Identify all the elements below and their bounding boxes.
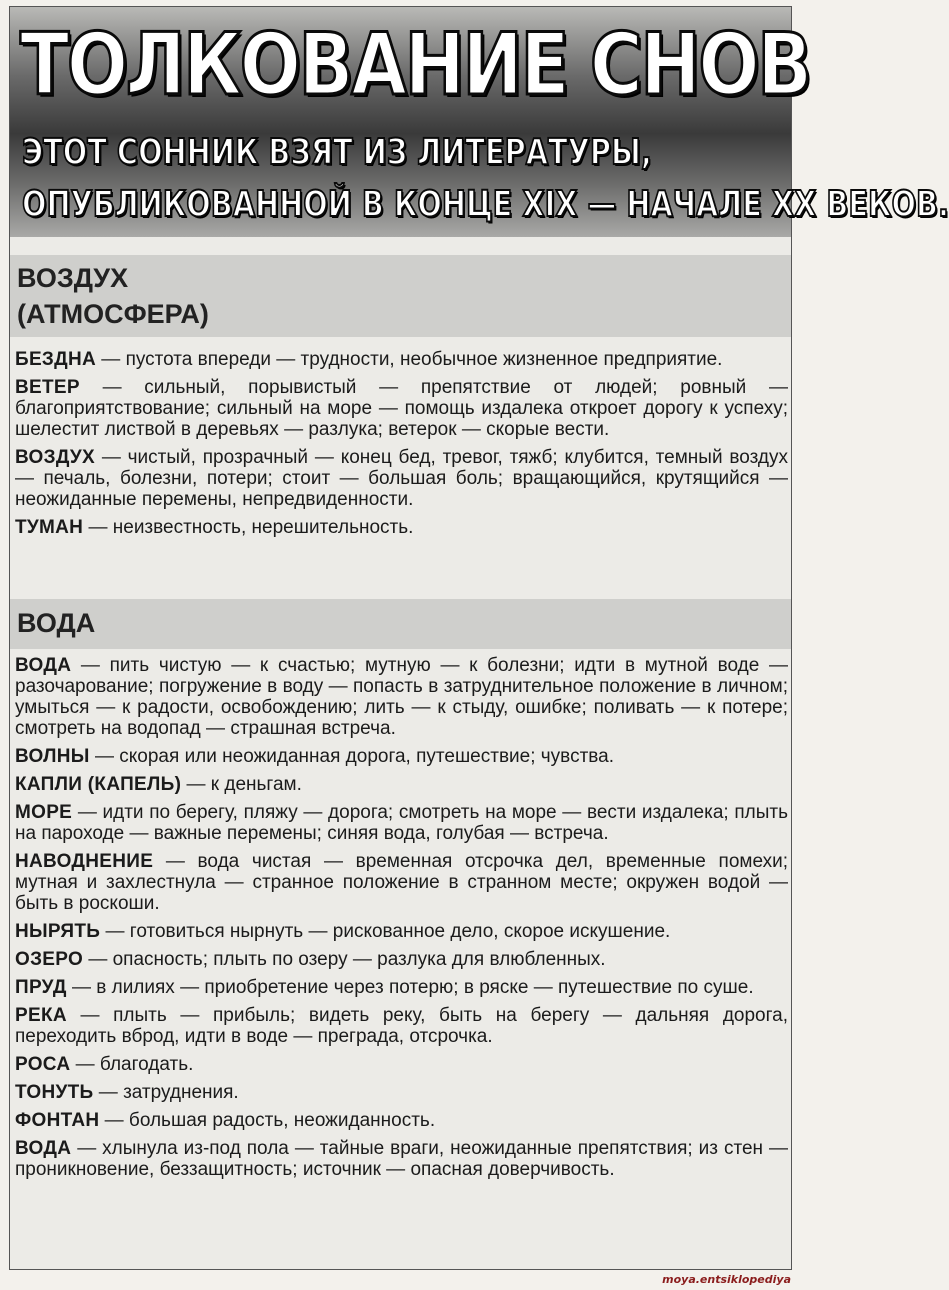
entry-vozdukh <box>15 447 788 510</box>
entry-definition: — вода чистая — временная отсрочка дел, временные помехи; мутная и захлестнула — странное положение в странном месте; окружен водой — быть в роскоши. <box>15 851 788 914</box>
site-watermark: moya.entsiklopediya <box>662 1273 791 1286</box>
entry-definition: — пить чистую — к счастью; мутную — к болезни; идти в мутной воде — разочарование; погружение в воду — попасть в затруднительное положение в личном; умыться — к радости, освобождению; лить — к стыду, ошибке; поливать — к потере; смотреть на водопад — страшная встреча. <box>15 655 788 739</box>
entry-definition: — опасность; плыть по озеру — разлука для влюбленных. <box>83 949 606 970</box>
entry-term: ВОДА <box>15 655 72 676</box>
entry-definition: — сильный, порывистый — препятствие от людей; ровный — благоприятствование; сильный на море — помощь издалека откроет дорогу к успеху; шелестит листвой в деревьях — разлука; ветерок — скорые вести. <box>15 377 788 440</box>
entry-definition: — благодать. <box>70 1054 194 1075</box>
entry-term: ВЕТЕР <box>15 377 80 398</box>
subtitle-line-1: ЭТОТ СОННИК ВЗЯТ ИЗ ЛИТЕРАТУРЫ, <box>22 132 652 173</box>
entry-definition: — большая радость, неожиданность. <box>99 1110 436 1131</box>
entry-reka <box>15 1005 788 1047</box>
entry-definition: — неизвестность, нерешительность. <box>83 517 414 538</box>
subtitle-line-2: ОПУБЛИКОВАННОЙ В КОНЦЕ XIX — НАЧАЛЕ XX ВЕКОВ. <box>22 184 949 225</box>
entry-term: БЕЗДНА <box>15 349 97 370</box>
entry-veter <box>15 377 788 440</box>
entry-ozero <box>15 949 788 970</box>
entry-voda-2 <box>15 1138 788 1180</box>
entry-list-water <box>15 655 788 1187</box>
entry-term: РОСА <box>15 1054 71 1075</box>
entry-term: ФОНТАН <box>15 1110 100 1131</box>
entry-fontan <box>15 1110 788 1131</box>
entry-navodnenie <box>15 851 788 914</box>
entry-term: ОЗЕРО <box>15 949 84 970</box>
entry-definition: — готовиться нырнуть — рискованное дело, скорое искушение. <box>100 921 671 942</box>
entry-rosa <box>15 1054 788 1075</box>
entry-term: КАПЛИ (КАПЕЛЬ) <box>15 774 182 795</box>
header-banner <box>10 7 949 237</box>
entry-more <box>15 802 788 844</box>
section-title-water: ВОДА <box>17 608 96 638</box>
entry-term: ТОНУТЬ <box>15 1082 94 1103</box>
entry-term: НЫРЯТЬ <box>15 921 101 942</box>
entry-definition: — к деньгам. <box>181 774 302 795</box>
entry-definition: — чистый, прозрачный — конец бед, тревог, тяжб; клубится, темный воздух — печаль, болезни, потери; стоит — большая боль; вращающийся, крутящийся — неожиданные перемены, непредвиденности. <box>15 447 788 510</box>
entry-term: НАВОДНЕНИЕ <box>15 851 154 872</box>
entry-bezdna <box>15 349 788 370</box>
entry-definition: — плыть — прибыль; видеть реку, быть на берегу — дальняя дорога, переходить вброд, идти в воде — преграда, отсрочка. <box>15 1005 788 1047</box>
entry-term: РЕКА <box>15 1005 67 1026</box>
newspaper-clipping <box>9 6 949 1270</box>
entry-term: ВОЛНЫ <box>15 746 90 767</box>
entry-volny <box>15 746 788 767</box>
entry-term: МОРЕ <box>15 802 73 823</box>
entry-definition: — затруднения. <box>93 1082 239 1103</box>
entry-kapli <box>15 774 788 795</box>
section-title-air-line1: ВОЗДУХ <box>17 263 129 293</box>
entry-term: ВОДА <box>15 1138 72 1159</box>
entry-tuman <box>15 517 788 538</box>
page-title: ТОЛКОВАНИЕ СНОВ <box>20 15 810 115</box>
section-title-air-line2: (АТМОСФЕРА) <box>17 299 209 329</box>
entry-definition: — скорая или неожиданная дорога, путешествие; чувства. <box>89 746 614 767</box>
entry-term: ПРУД <box>15 977 67 998</box>
entry-tonut <box>15 1082 788 1103</box>
entry-definition: — пустота впереди — трудности, необычное жизненное предприятие. <box>96 349 723 370</box>
entry-term: ВОЗДУХ <box>15 447 95 468</box>
entry-voda <box>15 655 788 739</box>
entry-prud <box>15 977 788 998</box>
entry-definition: — идти по берегу, пляжу — дорога; смотреть на море — вести издалека; плыть на пароходе — важные перемены; синяя вода, голубая — встреча. <box>15 802 788 844</box>
section-header-water <box>10 599 791 649</box>
entry-nyryat <box>15 921 788 942</box>
entry-term: ТУМАН <box>15 517 84 538</box>
entry-definition: — в лилиях — приобретение через потерю; в ряске — путешествие по суше. <box>66 977 754 998</box>
entry-list-air <box>15 349 788 545</box>
entry-definition: — хлынула из-под пола — тайные враги, неожиданные препятствия; из стен — проникновение, беззащитность; источник — опасная доверчивость. <box>15 1138 788 1180</box>
